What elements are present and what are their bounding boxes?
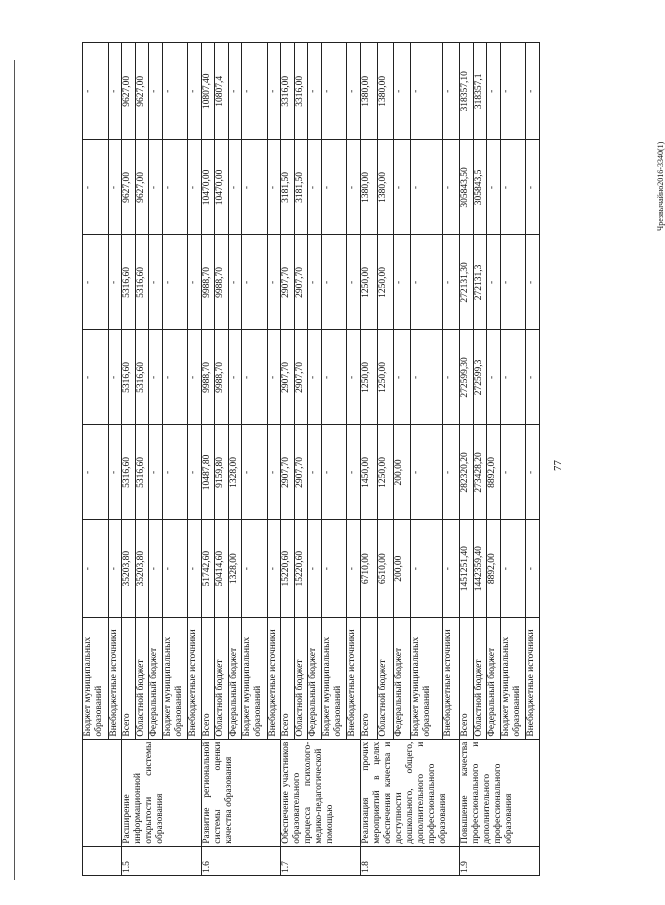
value-cell: 3316,00 <box>294 43 307 140</box>
value-cell: - <box>411 330 443 425</box>
value-cell: - <box>267 330 280 425</box>
value-cell: 9627,00 <box>122 43 135 140</box>
value-cell: 35203,80 <box>122 520 135 617</box>
value-cell: - <box>321 330 347 425</box>
value-cell: 6710,00 <box>360 520 377 617</box>
funding-source-label: Бюджет муниципальных образований <box>500 617 526 739</box>
value-cell: 9627,00 <box>135 140 148 235</box>
row-number-cell: 1.5 <box>122 846 202 875</box>
value-cell: - <box>162 330 188 425</box>
value-cell: - <box>526 43 540 140</box>
value-cell: - <box>500 43 526 140</box>
value-cell: - <box>162 140 188 235</box>
value-cell: - <box>242 140 268 235</box>
funding-source-label: Областной бюджет <box>377 617 394 739</box>
value-cell: - <box>108 425 121 520</box>
value-cell: 10807,4 <box>215 43 228 140</box>
value-cell: - <box>321 425 347 520</box>
value-cell: - <box>242 520 268 617</box>
funding-source-label: Бюджет муниципальных образований <box>411 617 443 739</box>
funding-source-label: Бюджет муниципальных образований <box>242 617 268 739</box>
value-cell: - <box>500 235 526 330</box>
financing-table <box>82 42 540 876</box>
value-cell: - <box>411 520 443 617</box>
value-cell: 10807,40 <box>201 43 214 140</box>
value-cell: 1442359,40 <box>473 520 486 617</box>
row-number-cell: 1.6 <box>201 846 281 875</box>
value-cell: 3181,50 <box>281 140 294 235</box>
funding-source-label: Федеральный бюджет <box>228 617 241 739</box>
value-cell: - <box>267 425 280 520</box>
value-cell: - <box>188 520 201 617</box>
funding-source-label: Областной бюджет <box>473 617 486 739</box>
value-cell: - <box>308 235 321 330</box>
value-cell: - <box>500 140 526 235</box>
funding-source-label: Областной бюджет <box>135 617 148 739</box>
value-cell: - <box>500 330 526 425</box>
value-cell: 2907,70 <box>294 330 307 425</box>
funding-source-label: Всего <box>281 617 294 739</box>
value-cell: 305843,5 <box>473 140 486 235</box>
value-cell: 305843,50 <box>460 140 473 235</box>
funding-source-label: Бюджет муниципальных образований <box>83 617 109 739</box>
value-cell: - <box>411 43 443 140</box>
document-stamp: Чрезвычайно2016-3340(1) <box>656 141 665 231</box>
value-cell: 1250,00 <box>360 330 377 425</box>
value-cell: - <box>108 520 121 617</box>
value-cell: - <box>347 235 360 330</box>
value-cell: 8892,00 <box>487 425 500 520</box>
funding-source-label: Внебюджетные источники <box>526 617 540 739</box>
value-cell: - <box>162 425 188 520</box>
value-cell: 1328,00 <box>228 425 241 520</box>
measure-title-cell: Расширение информационной открытости системы образования <box>122 739 202 846</box>
value-cell: - <box>500 520 526 617</box>
value-cell: - <box>228 43 241 140</box>
value-cell: 1380,00 <box>360 43 377 140</box>
value-cell: - <box>526 425 540 520</box>
value-cell: - <box>188 43 201 140</box>
funding-source-label: Внебюджетные источники <box>443 617 460 739</box>
funding-source-label: Бюджет муниципальных образований <box>162 617 188 739</box>
value-cell: - <box>487 140 500 235</box>
value-cell: - <box>411 425 443 520</box>
value-cell: - <box>394 330 411 425</box>
value-cell: - <box>394 235 411 330</box>
value-cell: - <box>228 140 241 235</box>
row-number-cell: 1.9 <box>460 846 540 875</box>
value-cell: - <box>149 235 162 330</box>
value-cell: 2907,70 <box>294 235 307 330</box>
value-cell: - <box>443 520 460 617</box>
value-cell: 9627,00 <box>135 43 148 140</box>
value-cell: - <box>149 425 162 520</box>
value-cell: 1451251,40 <box>460 520 473 617</box>
value-cell: - <box>188 425 201 520</box>
value-cell: 5316,60 <box>135 330 148 425</box>
value-cell: 9988,70 <box>215 235 228 330</box>
value-cell: - <box>308 43 321 140</box>
value-cell: 6510,00 <box>377 520 394 617</box>
value-cell: - <box>411 235 443 330</box>
value-cell: - <box>347 330 360 425</box>
measure-title-cell <box>83 739 122 846</box>
value-cell: - <box>267 520 280 617</box>
value-cell: - <box>149 43 162 140</box>
value-cell: 318357,10 <box>460 43 473 140</box>
value-cell: 5316,60 <box>135 235 148 330</box>
value-cell: 272131,3 <box>473 235 486 330</box>
value-cell: - <box>526 330 540 425</box>
value-cell: 272599,3 <box>473 330 486 425</box>
value-cell: 1250,00 <box>377 330 394 425</box>
value-cell: - <box>242 330 268 425</box>
value-cell: 1450,00 <box>360 425 377 520</box>
funding-source-label: Внебюджетные источники <box>188 617 201 739</box>
value-cell: 2907,70 <box>294 425 307 520</box>
value-cell: - <box>443 140 460 235</box>
value-cell: - <box>267 43 280 140</box>
value-cell: - <box>321 520 347 617</box>
funding-source-label: Внебюджетные источники <box>108 617 121 739</box>
value-cell: 9988,70 <box>215 330 228 425</box>
value-cell: 5316,60 <box>122 235 135 330</box>
value-cell: - <box>242 43 268 140</box>
value-cell: - <box>308 520 321 617</box>
value-cell: 2907,70 <box>281 425 294 520</box>
value-cell: - <box>411 140 443 235</box>
value-cell: 282320,20 <box>460 425 473 520</box>
value-cell: - <box>487 43 500 140</box>
value-cell: 2907,70 <box>281 330 294 425</box>
value-cell: - <box>487 330 500 425</box>
value-cell: - <box>162 520 188 617</box>
value-cell: - <box>108 330 121 425</box>
row-number-cell <box>83 846 122 875</box>
value-cell: 1328,00 <box>228 520 241 617</box>
value-cell: - <box>267 235 280 330</box>
value-cell: 272599,30 <box>460 330 473 425</box>
value-cell: 15220,60 <box>281 520 294 617</box>
value-cell: - <box>83 43 109 140</box>
funding-source-label: Бюджет муниципальных образований <box>321 617 347 739</box>
value-cell: 1380,00 <box>360 140 377 235</box>
measure-title-cell: Развитие региональной системы оценки качества образования <box>201 739 281 846</box>
value-cell: - <box>443 330 460 425</box>
value-cell: - <box>394 43 411 140</box>
table-row <box>360 43 377 876</box>
measure-title-cell: Реализация прочих мероприятий в целях обеспечения качества и доступности дошкольного, общего, дополнительного и профессионального образования <box>360 739 460 846</box>
value-cell: - <box>228 235 241 330</box>
value-cell: - <box>500 425 526 520</box>
rotated-page-content <box>82 42 665 876</box>
value-cell: - <box>83 235 109 330</box>
value-cell: - <box>321 43 347 140</box>
value-cell: - <box>108 235 121 330</box>
value-cell: - <box>188 140 201 235</box>
table-row <box>201 43 214 876</box>
value-cell: - <box>242 235 268 330</box>
funding-source-label: Областной бюджет <box>294 617 307 739</box>
value-cell: 200,00 <box>394 425 411 520</box>
value-cell: 10487,80 <box>201 425 214 520</box>
value-cell: - <box>321 140 347 235</box>
value-cell: - <box>526 235 540 330</box>
value-cell: 10470,00 <box>215 140 228 235</box>
measure-title-cell: Повышение качества профессионального и дополнительного профессионального образования <box>460 739 540 846</box>
value-cell: 200,00 <box>394 520 411 617</box>
value-cell: 273428,20 <box>473 425 486 520</box>
funding-source-label: Внебюджетные источники <box>347 617 360 739</box>
value-cell: - <box>347 43 360 140</box>
value-cell: - <box>108 43 121 140</box>
value-cell: - <box>188 330 201 425</box>
value-cell: - <box>228 330 241 425</box>
value-cell: - <box>83 520 109 617</box>
value-cell: - <box>308 330 321 425</box>
funding-source-label: Всего <box>460 617 473 739</box>
value-cell: - <box>526 520 540 617</box>
value-cell: 9988,70 <box>201 330 214 425</box>
value-cell: - <box>526 140 540 235</box>
funding-source-label: Федеральный бюджет <box>308 617 321 739</box>
value-cell: - <box>162 235 188 330</box>
measure-title-cell: Обеспечение участников образовательного процесса психолого-медико-педагогической помощью <box>281 739 361 846</box>
funding-source-label: Всего <box>201 617 214 739</box>
value-cell: - <box>443 235 460 330</box>
table-row <box>281 43 294 876</box>
page-number: 77 <box>552 460 564 471</box>
value-cell: 50414,60 <box>215 520 228 617</box>
value-cell: 5316,60 <box>122 330 135 425</box>
value-cell: - <box>347 140 360 235</box>
value-cell: - <box>149 140 162 235</box>
value-cell: 2907,70 <box>281 235 294 330</box>
value-cell: 9988,70 <box>201 235 214 330</box>
page-edge-line <box>14 60 15 880</box>
value-cell: 1380,00 <box>377 43 394 140</box>
value-cell: - <box>83 330 109 425</box>
value-cell: 35203,80 <box>135 520 148 617</box>
value-cell: - <box>308 425 321 520</box>
table-row <box>122 43 135 876</box>
value-cell: 1250,00 <box>377 425 394 520</box>
value-cell: 8892,00 <box>487 520 500 617</box>
value-cell: 1250,00 <box>360 235 377 330</box>
value-cell: - <box>108 140 121 235</box>
value-cell: 318357,1 <box>473 43 486 140</box>
funding-source-label: Федеральный бюджет <box>149 617 162 739</box>
value-cell: - <box>308 140 321 235</box>
value-cell: 1380,00 <box>377 140 394 235</box>
value-cell: 15220,60 <box>294 520 307 617</box>
value-cell: - <box>83 140 109 235</box>
value-cell: 272131,30 <box>460 235 473 330</box>
funding-source-label: Всего <box>122 617 135 739</box>
funding-source-label: Федеральный бюджет <box>394 617 411 739</box>
table-row <box>460 43 473 876</box>
value-cell: - <box>321 235 347 330</box>
value-cell: 9627,00 <box>122 140 135 235</box>
funding-source-label: Внебюджетные источники <box>267 617 280 739</box>
row-number-cell: 1.7 <box>281 846 361 875</box>
value-cell: 5316,60 <box>135 425 148 520</box>
funding-source-label: Федеральный бюджет <box>487 617 500 739</box>
value-cell: 3316,00 <box>281 43 294 140</box>
table-row <box>83 43 109 876</box>
value-cell: - <box>149 520 162 617</box>
funding-source-label: Областной бюджет <box>215 617 228 739</box>
value-cell: - <box>443 425 460 520</box>
value-cell: 5316,60 <box>122 425 135 520</box>
value-cell: - <box>394 140 411 235</box>
value-cell: 9159,80 <box>215 425 228 520</box>
value-cell: - <box>83 425 109 520</box>
value-cell: - <box>188 235 201 330</box>
value-cell: - <box>267 140 280 235</box>
funding-source-label: Всего <box>360 617 377 739</box>
value-cell: - <box>347 520 360 617</box>
value-cell: - <box>242 425 268 520</box>
value-cell: - <box>487 235 500 330</box>
value-cell: - <box>149 330 162 425</box>
row-number-cell: 1.8 <box>360 846 460 875</box>
value-cell: - <box>347 425 360 520</box>
value-cell: 3181,50 <box>294 140 307 235</box>
value-cell: 51742,60 <box>201 520 214 617</box>
value-cell: 1250,00 <box>377 235 394 330</box>
value-cell: - <box>162 43 188 140</box>
value-cell: - <box>443 43 460 140</box>
value-cell: 10470,00 <box>201 140 214 235</box>
